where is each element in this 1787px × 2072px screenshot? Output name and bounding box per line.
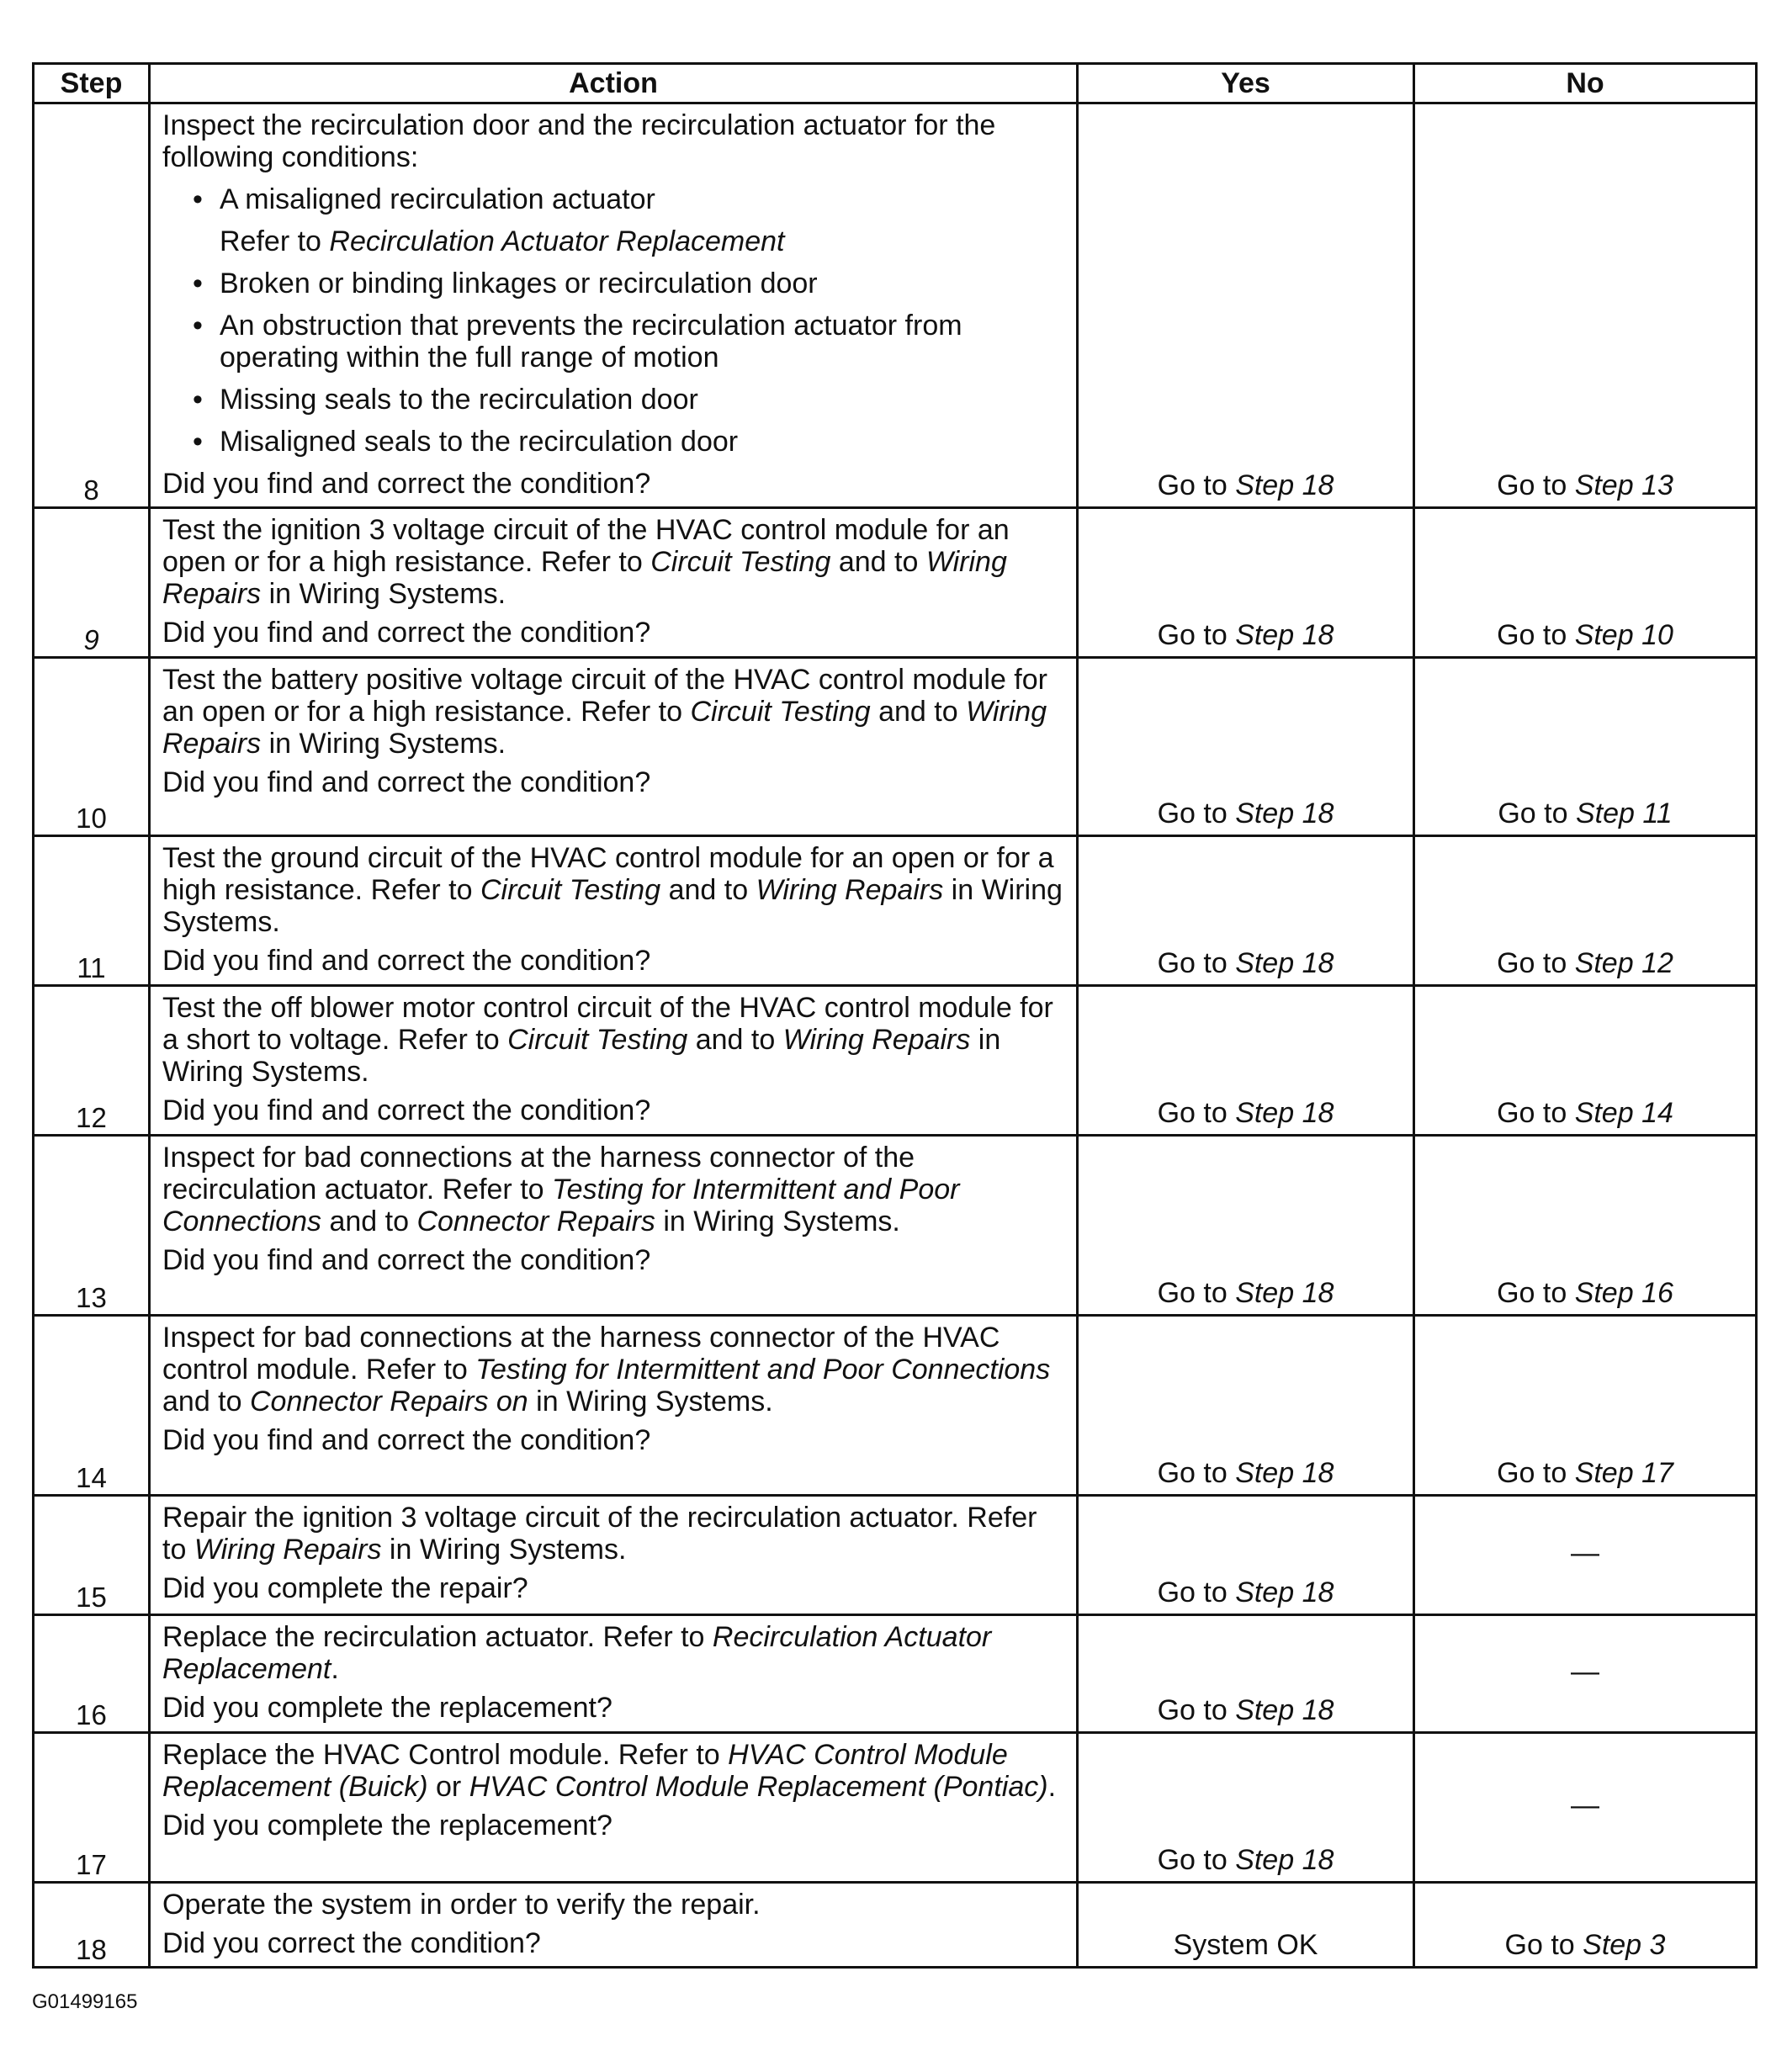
go-to-text: Go to [1497, 469, 1575, 501]
no-cell: — [1414, 1496, 1757, 1615]
step-link[interactable]: Step 18 [1235, 1577, 1334, 1608]
action-question: Did you find and correct the condition? [162, 468, 651, 500]
step-link[interactable]: Step 17 [1574, 1457, 1673, 1489]
bullet-icon: • [193, 183, 203, 215]
no-cell: — [1414, 1733, 1757, 1883]
reference-link[interactable]: Testing for Intermittent and Poor Connections [475, 1354, 1051, 1386]
action-text-part: Test the off blower motor control circuit of the HVAC control module for a short to voltage. Refer to [162, 992, 1053, 1056]
action-cell [150, 836, 1078, 986]
header-step: Step [34, 64, 150, 103]
step-number: 17 [34, 1733, 150, 1883]
action-question: Did you complete the replacement? [162, 1692, 612, 1724]
step-number: 15 [34, 1496, 150, 1615]
step-link[interactable]: Step 14 [1574, 1097, 1673, 1129]
go-to-text: Go to [1157, 1844, 1236, 1876]
yes-cell[interactable]: System OK [1078, 1883, 1414, 1968]
no-cell[interactable] [1414, 1316, 1757, 1496]
refer-text: Refer to [220, 225, 330, 257]
action-text-part: in Wiring Systems. [528, 1386, 773, 1418]
table-row [34, 1136, 1757, 1316]
no-cell[interactable] [1414, 508, 1757, 658]
step-link[interactable]: Step 18 [1235, 1694, 1334, 1726]
table-row [34, 1316, 1757, 1496]
yes-cell[interactable] [1078, 508, 1414, 658]
reference-link[interactable]: Circuit Testing [690, 696, 871, 728]
action-question: Did you find and correct the condition? [162, 766, 651, 798]
action-text-part: Inspect for bad connections at the harness connector of the HVAC control module. Refer to [162, 1322, 1000, 1386]
header-action: Action [150, 64, 1078, 103]
no-cell[interactable] [1414, 1883, 1757, 1968]
go-to-text: Go to [1157, 947, 1236, 979]
reference-link[interactable]: HVAC Control Module Replacement (Pontiac) [469, 1771, 1048, 1803]
action-cell [150, 1883, 1078, 1968]
table-row [34, 1615, 1757, 1733]
action-question: Did you find and correct the condition? [162, 945, 651, 977]
yes-cell[interactable] [1078, 658, 1414, 836]
no-cell: — [1414, 1615, 1757, 1733]
action-text [162, 514, 1066, 610]
list-item [162, 384, 1066, 416]
step-number: 18 [34, 1883, 150, 1968]
reference-link[interactable]: Wiring Repairs [194, 1534, 382, 1566]
reference-link[interactable]: Wiring Repairs [756, 874, 944, 906]
header-yes: Yes [1078, 64, 1414, 103]
action-cell [150, 508, 1078, 658]
list-item-text: A misaligned recirculation actuator [220, 183, 655, 215]
step-link[interactable]: Step 10 [1574, 619, 1673, 651]
table-row [34, 986, 1757, 1136]
reference-link[interactable]: Wiring Repairs [782, 1024, 971, 1056]
step-link[interactable]: Step 18 [1235, 947, 1334, 979]
step-link[interactable]: Step 18 [1235, 1457, 1334, 1489]
list-item-text: Broken or binding linkages or recirculation door [220, 268, 818, 299]
yes-cell[interactable] [1078, 986, 1414, 1136]
step-number: 11 [34, 836, 150, 986]
step-link[interactable]: Step 18 [1235, 798, 1334, 829]
bullet-icon: • [193, 268, 203, 299]
action-text-part: Replace the recirculation actuator. Refer to [162, 1621, 713, 1653]
go-to-text: Go to [1157, 619, 1236, 651]
list-item [162, 310, 1066, 374]
action-question: Did you complete the repair? [162, 1572, 528, 1604]
action-text-part: in Wiring Systems. [162, 1024, 1001, 1088]
step-number: 16 [34, 1615, 150, 1733]
go-to-text: Go to [1157, 1577, 1236, 1608]
step-link[interactable]: Step 13 [1574, 469, 1673, 501]
yes-cell[interactable] [1078, 836, 1414, 986]
reference-link[interactable]: Wiring Repairs [162, 546, 1007, 610]
step-link[interactable]: Step 11 [1575, 798, 1673, 829]
step-number: 14 [34, 1316, 150, 1496]
step-link[interactable]: Step 3 [1583, 1929, 1666, 1961]
go-to-text: Go to [1498, 798, 1576, 829]
no-cell[interactable] [1414, 103, 1757, 508]
list-item-text: An obstruction that prevents the recirculation actuator from operating within the full range of motion [220, 310, 962, 374]
go-to-text: Go to [1497, 1277, 1575, 1309]
go-to-text: Go to [1157, 469, 1236, 501]
step-link[interactable]: Step 16 [1574, 1277, 1673, 1309]
no-cell[interactable] [1414, 986, 1757, 1136]
table-header-row [34, 64, 1757, 103]
list-item [162, 183, 1066, 215]
table-row [34, 508, 1757, 658]
action-text: Operate the system in order to verify the repair. [162, 1889, 761, 1921]
reference-link[interactable]: Recirculation Actuator Replacement [329, 225, 785, 257]
refer-line [162, 225, 1066, 257]
no-cell[interactable] [1414, 1136, 1757, 1316]
action-text-part: in Wiring Systems. [381, 1534, 627, 1566]
action-cell [150, 986, 1078, 1136]
yes-cell[interactable] [1078, 1615, 1414, 1733]
table-row [34, 836, 1757, 986]
table-row [34, 1883, 1757, 1968]
step-link[interactable]: Step 18 [1235, 469, 1334, 501]
action-cell [150, 1136, 1078, 1316]
action-cell [150, 1496, 1078, 1615]
reference-link[interactable]: Recirculation Actuator Replacement [162, 1621, 992, 1685]
bullet-icon: • [193, 384, 203, 416]
action-text-part: Test the ignition 3 voltage circuit of the HVAC control module for an open or for a high resistance. Refer to [162, 514, 1010, 578]
yes-cell[interactable] [1078, 1733, 1414, 1883]
go-to-text: Go to [1157, 1457, 1236, 1489]
action-text-part: in Wiring Systems. [261, 578, 506, 610]
action-text-part: Repair the ignition 3 voltage circuit of the recirculation actuator. Refer to [162, 1502, 1037, 1566]
list-item [162, 426, 1066, 458]
action-cell [150, 658, 1078, 836]
reference-link[interactable]: Circuit Testing [650, 546, 831, 578]
action-text-part: Test the battery positive voltage circuit of the HVAC control module for an open or for a high resistance. Refer to [162, 664, 1047, 728]
action-text [162, 1739, 1066, 1803]
go-to-text: Go to [1157, 1277, 1236, 1309]
step-link[interactable]: Step 18 [1235, 1277, 1334, 1309]
action-text-part: or [427, 1771, 469, 1803]
no-cell[interactable] [1414, 658, 1757, 836]
go-to-text: Go to [1497, 1457, 1575, 1489]
action-text-part: and to [162, 1386, 250, 1418]
step-link[interactable]: Step 18 [1235, 1844, 1334, 1876]
action-question: Did you find and correct the condition? [162, 617, 651, 649]
action-cell [150, 1733, 1078, 1883]
step-link[interactable]: Step 18 [1235, 619, 1334, 651]
action-text-part: and to [870, 696, 967, 728]
action-text [162, 664, 1066, 760]
action-text-part: Test the ground circuit of the HVAC control module for an open or for a high resistance. Refer to [162, 842, 1054, 906]
action-question: Did you correct the condition? [162, 1927, 541, 1959]
action-text-part: and to [830, 546, 926, 578]
go-to-text: Go to [1497, 619, 1575, 651]
action-question: Did you find and correct the condition? [162, 1244, 651, 1276]
condition-list [162, 183, 1066, 458]
step-link[interactable]: Step 12 [1574, 947, 1673, 979]
action-text [162, 1621, 1066, 1685]
bullet-icon: • [193, 426, 203, 458]
yes-cell[interactable] [1078, 1136, 1414, 1316]
action-text [162, 1322, 1066, 1418]
action-question: Did you find and correct the condition? [162, 1424, 651, 1456]
yes-cell[interactable] [1078, 1496, 1414, 1615]
action-text [162, 1502, 1066, 1566]
action-text-part: in Wiring Systems. [655, 1206, 900, 1237]
go-to-text: Go to [1504, 1929, 1583, 1961]
list-item-text: Misaligned seals to the recirculation door [220, 426, 739, 458]
action-question: Did you find and correct the condition? [162, 1094, 651, 1126]
action-text-part: in Wiring Systems. [261, 728, 506, 760]
diagnostic-table [32, 62, 1758, 1969]
reference-link[interactable]: Circuit Testing [507, 1024, 688, 1056]
reference-link[interactable]: Testing for Intermittent and Poor Connections [162, 1174, 960, 1237]
header-no: No [1414, 64, 1757, 103]
no-cell[interactable] [1414, 836, 1757, 986]
action-question: Did you complete the replacement? [162, 1810, 612, 1841]
go-to-text: Go to [1157, 1097, 1236, 1129]
reference-link[interactable]: HVAC Control Module Replacement (Buick) [162, 1739, 1008, 1803]
action-text-part: . [1047, 1771, 1057, 1803]
step-number: 10 [34, 658, 150, 836]
action-text-part: Inspect for bad connections at the harness connector of the recirculation actuator. Refer to [162, 1142, 915, 1206]
table-row [34, 1733, 1757, 1883]
list-item [162, 268, 1066, 299]
action-cell [150, 1615, 1078, 1733]
action-text [162, 992, 1066, 1088]
yes-cell[interactable] [1078, 1316, 1414, 1496]
yes-cell[interactable] [1078, 103, 1414, 508]
step-number: 13 [34, 1136, 150, 1316]
step-number: 9 [34, 508, 150, 658]
action-cell [150, 103, 1078, 508]
action-text-part: and to [321, 1206, 417, 1237]
reference-link[interactable]: Circuit Testing [480, 874, 661, 906]
bullet-icon: • [193, 310, 203, 342]
action-intro: Inspect the recirculation door and the recirculation actuator for the following conditions: [162, 109, 996, 173]
go-to-text: Go to [1497, 947, 1575, 979]
reference-link[interactable]: Wiring Repairs [162, 696, 1047, 760]
action-text-part: and to [687, 1024, 783, 1056]
action-text-part: Replace the HVAC Control module. Refer to [162, 1739, 729, 1771]
table-row [34, 658, 1757, 836]
go-to-text: Go to [1157, 1694, 1236, 1726]
step-number: 8 [34, 103, 150, 508]
list-item-text: Missing seals to the recirculation door [220, 384, 698, 416]
table-row [34, 1496, 1757, 1615]
go-to-text: Go to [1157, 798, 1236, 829]
reference-link[interactable]: Connector Repairs on [249, 1386, 528, 1418]
go-to-text: Go to [1497, 1097, 1575, 1129]
action-text [162, 842, 1066, 938]
table-row [34, 103, 1757, 508]
action-text [162, 1142, 1066, 1237]
reference-link[interactable]: Connector Repairs [416, 1206, 655, 1237]
figure-code: G01499165 [32, 1990, 138, 2013]
action-text-part: in Wiring Systems. [162, 874, 1063, 938]
step-link[interactable]: Step 18 [1235, 1097, 1334, 1129]
action-text-part: . [331, 1653, 339, 1685]
action-text-part: and to [660, 874, 756, 906]
step-number: 12 [34, 986, 150, 1136]
action-cell [150, 1316, 1078, 1496]
